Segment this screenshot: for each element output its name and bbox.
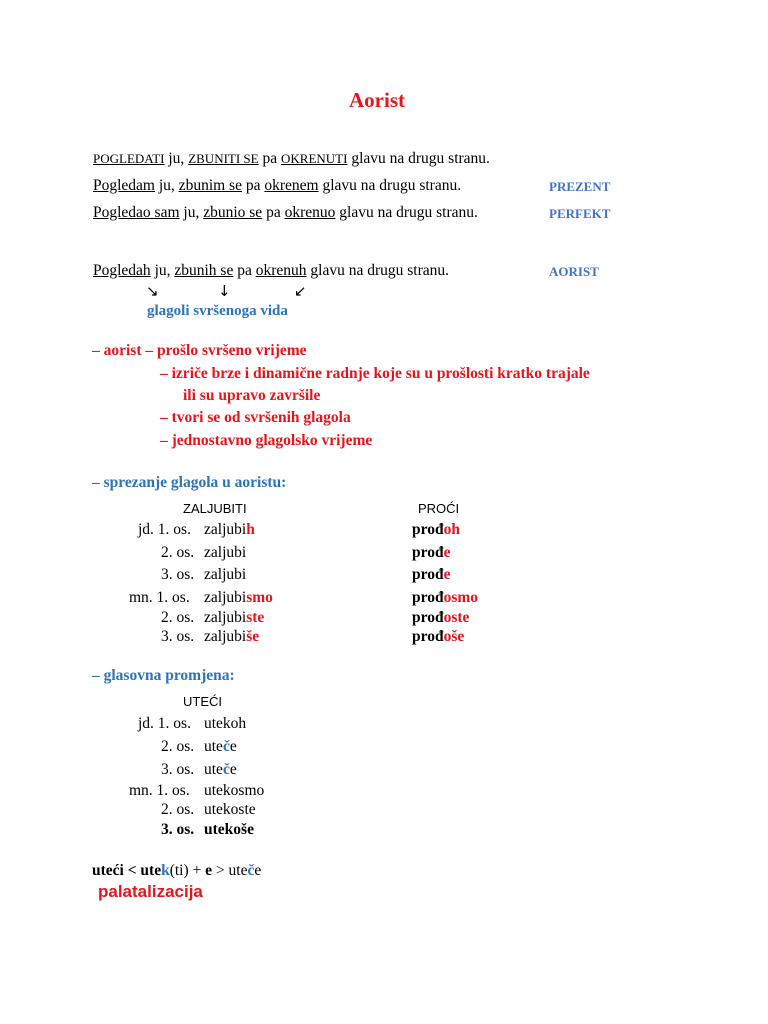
tense-tag-aorist: AORIST: [549, 264, 599, 279]
palatalization-formula: uteći < utek(ti) + e > uteče: [92, 862, 262, 879]
arrow-down-icon: ↓: [218, 282, 231, 300]
conjugated-form: prođe: [412, 566, 451, 583]
conjugated-form: zaljubiše: [204, 628, 260, 645]
verb-proci-header: PROĆI: [418, 501, 460, 516]
example-word: okrenuh: [255, 262, 307, 279]
person-label: 3. os.: [161, 628, 195, 645]
conjugated-form: utekoše: [204, 821, 254, 838]
example-text: pa: [258, 150, 281, 167]
conjugated-form: zaljubih: [204, 521, 255, 538]
arrow-down-left-icon: ↙: [294, 282, 307, 300]
example-infinitives: [93, 150, 490, 168]
example-text: glavu na drugu stranu.: [335, 204, 478, 221]
conjugated-form: prođoše: [412, 628, 465, 645]
example-word: Pogledam: [93, 177, 155, 194]
aspect-note: glagoli svršenoga vida: [147, 303, 288, 319]
palatalization-label: palatalizacija: [98, 882, 203, 901]
rule-definition: – aorist – prošlo svršeno vrijeme: [92, 342, 307, 359]
conjugated-form: utekoste: [204, 801, 256, 818]
conjugated-form: prođe: [412, 544, 451, 561]
example-word: zbunih se: [174, 262, 234, 279]
conjugated-form: utekosmo: [204, 782, 265, 799]
example-text: glavu na drugu stranu.: [318, 177, 462, 194]
rule-formation: – tvori se od svršenih glagola: [160, 409, 351, 426]
example-text: ju,: [179, 204, 204, 221]
example-text: pa: [241, 177, 265, 194]
tense-tag-perfect: PERFEKT: [549, 206, 611, 221]
example-word: zbunio se: [203, 204, 263, 221]
verb-uteci-header: UTEĆI: [183, 694, 222, 709]
rule-usage-cont: ili su upravo završile: [183, 387, 321, 404]
example-text: ju,: [155, 177, 179, 194]
person-label: mn. 1. os.: [129, 782, 190, 799]
example-word: ZBUNITI SE: [188, 151, 259, 166]
verb-zaljubiti-header: ZALJUBITI: [183, 501, 247, 516]
person-label: 2. os.: [161, 801, 195, 818]
conjugated-form: prođosmo: [412, 589, 479, 606]
rule-simple-tense: – jednostavno glagolsko vrijeme: [160, 432, 373, 449]
example-word: okrenem: [264, 177, 319, 194]
example-word: Pogledah: [93, 262, 151, 279]
conjugated-form: uteče: [204, 738, 237, 755]
conjugated-form: prođoste: [412, 609, 470, 626]
example-text: glavu na drugu stranu.: [347, 150, 490, 167]
person-label: 3. os.: [161, 566, 195, 583]
example-word: okrenuo: [284, 204, 336, 221]
example-text: pa: [233, 262, 256, 279]
example-present: [93, 177, 461, 195]
conjugated-form: zaljubiste: [204, 609, 265, 626]
example-aorist: [93, 262, 449, 280]
example-text: ju,: [164, 150, 189, 167]
arrow-down-right-icon: ↘: [146, 282, 159, 300]
rule-usage: – izriče brze i dinamične radnje koje su u prošlosti kratko trajale: [160, 365, 590, 382]
person-label: 2. os.: [161, 544, 195, 561]
example-word: POGLEDATI: [93, 151, 165, 166]
person-label: jd. 1. os.: [138, 715, 191, 732]
person-label: 3. os.: [161, 761, 195, 778]
page-title: Aorist: [349, 88, 405, 112]
person-label: jd. 1. os.: [138, 521, 191, 538]
example-perfect: [93, 204, 478, 222]
person-label: 2. os.: [161, 609, 195, 626]
conjugation-heading: – sprezanje glagola u aoristu:: [92, 474, 287, 491]
conjugated-form: prođoh: [412, 521, 460, 538]
conjugated-form: uteče: [204, 761, 237, 778]
example-text: pa: [262, 204, 285, 221]
conjugated-form: zaljubi: [204, 566, 247, 583]
sound-change-heading: – glasovna promjena:: [92, 667, 235, 684]
example-word: zbunim se: [178, 177, 242, 194]
person-label: 3. os.: [161, 821, 195, 838]
example-text: ju,: [150, 262, 175, 279]
example-text: glavu na drugu stranu.: [306, 262, 450, 279]
conjugated-form: zaljubi: [204, 544, 247, 561]
person-label: 2. os.: [161, 738, 195, 755]
conjugated-form: zaljubismo: [204, 589, 273, 606]
tense-tag-present: PREZENT: [549, 179, 611, 194]
example-word: OKRENUTI: [281, 151, 348, 166]
example-word: Pogledao sam: [93, 204, 180, 221]
conjugated-form: utekoh: [204, 715, 247, 732]
person-label: mn. 1. os.: [129, 589, 190, 606]
